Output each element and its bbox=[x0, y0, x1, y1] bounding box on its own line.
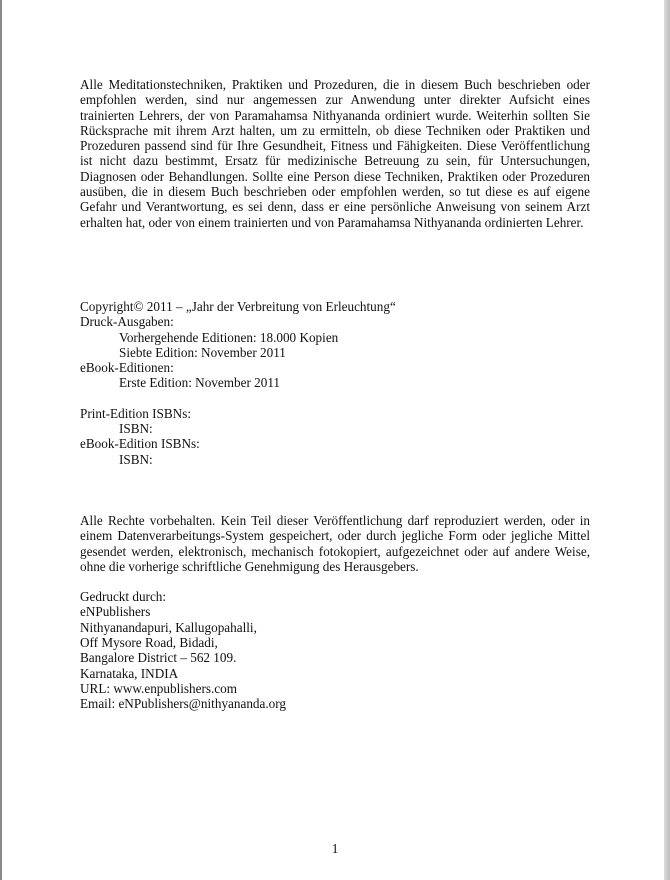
publisher-address-1: Nithyanandapuri, Kallugopahalli, bbox=[80, 619, 257, 635]
page-left-edge bbox=[0, 0, 2, 880]
copyright-block bbox=[80, 299, 590, 391]
ebook-editions-label: eBook-Editionen: bbox=[80, 360, 174, 376]
print-previous-editions: Vorhergehende Editionen: 18.000 Kopien bbox=[119, 329, 339, 345]
isbn-block bbox=[80, 406, 590, 467]
copyright-line: Copyright© 2011 – „Jahr der Verbreitung von Erleuchtung“ bbox=[80, 298, 396, 314]
ebook-first-edition: Erste Edition: November 2011 bbox=[119, 375, 281, 391]
page-content bbox=[80, 77, 590, 712]
publisher-email: Email: eNPublishers@nithyananda.org bbox=[80, 696, 287, 712]
rights-paragraph: Alle Rechte vorbehalten. Kein Teil dieser Veröffentlichung darf reproduziert werden, oder in einem Datenverarbeitungs-System gespeichert, oder durch jegliche Form oder jegliche Mittel gesendet werden, elektronisch, mechanisch fotokopiert, aufgezeichnet oder auf andere Weise, ohne die vorherige schriftliche Genehmigung des Herausgebers. bbox=[80, 512, 590, 574]
publisher-block bbox=[80, 589, 590, 711]
publisher-address-3: Bangalore District – 562 109. bbox=[80, 650, 237, 666]
publisher-url: URL: www.enpublishers.com bbox=[80, 680, 238, 696]
disclaimer-paragraph: Alle Meditationstechniken, Praktiken und Prozeduren, die in diesem Buch beschrieben oder empfohlen werden, sind nur angemessen zur Anwendung unter direkter Aufsicht eines trainierten Lehrers, der von Paramahamsa Nithyananda ordiniert wurde. Weiterhin sollten Sie Rücksprache mit ihrem Arzt halten, um zu ermitteln, ob diese Techniken oder Praktiken und Prozeduren passend sind für Ihre Gesundheit, Fitness und Fähigkeiten. Diese Veröffentlichung ist nicht dazu bestimmt, Ersatz für medizinische Betreuung zu sein, für Untersuchungen, Diagnosen oder Behandlungen. Sollte eine Person diese Techniken, Praktiken oder Prozeduren ausüben, die in diesem Buch beschrieben oder empfohlen werden, so tut diese es auf eigene Gefahr und Verantwortung, es sei denn, dass er eine persönliche Anweisung von seinem Arzt erhalten hat, oder von einem trainierten und von Paramahamsa Nithyananda ordinierten Lehrer. bbox=[80, 77, 590, 230]
publisher-address-2: Off Mysore Road, Bidadi, bbox=[80, 635, 218, 651]
printed-by-label: Gedruckt durch: bbox=[80, 589, 167, 605]
ebook-isbn-label: eBook-Edition ISBNs: bbox=[80, 436, 200, 452]
page-number: 1 bbox=[331, 841, 339, 856]
print-isbn-value: ISBN: bbox=[119, 421, 153, 437]
publisher-address-4: Karnataka, INDIA bbox=[80, 665, 179, 681]
print-isbn-label: Print-Edition ISBNs: bbox=[80, 405, 192, 421]
page-right-edge bbox=[664, 0, 670, 880]
publisher-name: eNPublishers bbox=[80, 604, 151, 620]
print-editions-label: Druck-Ausgaben: bbox=[80, 314, 174, 330]
ebook-isbn-value: ISBN: bbox=[119, 451, 153, 467]
print-seventh-edition: Siebte Edition: November 2011 bbox=[119, 344, 286, 360]
